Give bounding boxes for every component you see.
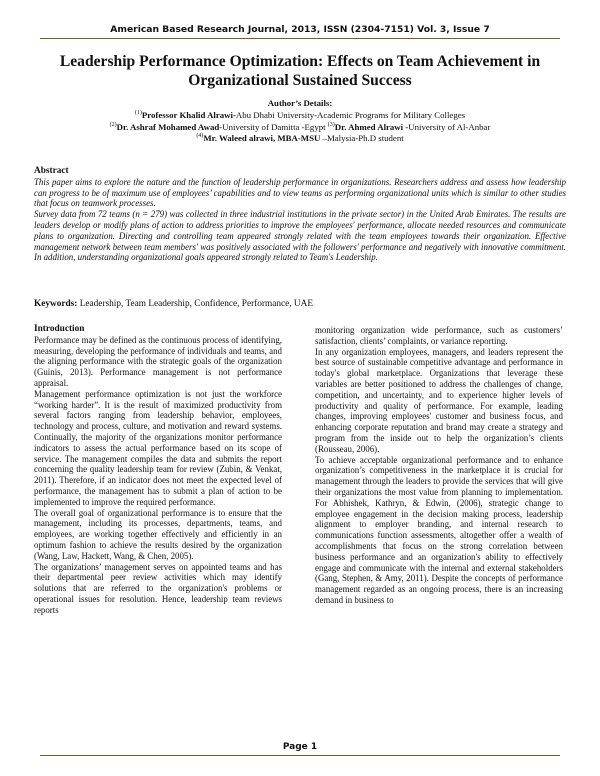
body-paragraph: Performance may be defined as the continuous process of identifying, measuring, developing the performance of individuals and teams, and the aligning performance with the strategic goals of the organization (Guinis, 2013). Performance management is not performance appraisal. bbox=[34, 334, 282, 388]
body-paragraph: Management performance optimization is not just the workforce “working harder”. It is the result of maximized productivity from several factors ranging from leadership behavior, employees, technology and process, culture, and motivation and reward systems. Continually, the majority of the organizations monitor performance indicators to assess the actual performance based on its scope of service. The management compiles the data and submits the report concerning the quality leadership team for review (Zubin, & Venkat, 2011). Therefore, if an indicator does not meet the expected level of performance, the management has to submit a plan of action to be implemented to improve the required performance. bbox=[34, 388, 282, 507]
author-details-label: Author’s Details: bbox=[267, 98, 333, 108]
abstract-heading: Abstract bbox=[34, 166, 69, 176]
author-1-affiliation: Abu Dhabi University-Academic Programs for Military Colleges bbox=[235, 109, 466, 120]
body-paragraph: To achieve acceptable organizational performance and to enhance organization’s competitiveness in the marketplace it is crucial for management through the leaders to provide the services that will give their organizations the most value from planning to implementation. For Abhishek, Kathryn, & Edwin, (2006), strategic change to employee engagement in the decision making process, leadership alignment to employer branding, and internal research to communications function assessments, altogether offer a wealth of accomplishments that focus on the strong correlation between business performance and an organization's ability to effectively engage and communicate with the internal and external stakeholders (Gang, Stephen, & Amy, 2011). Despite the concepts of performance management regarded as an ongoing process, there is an increasing demand in business to bbox=[315, 454, 563, 605]
abstract-paragraph-2: Survey data from 72 teams (n = 279) was collected in three industrial institutions in the private sector) in the United Arab Emirates. The results are leaders develop or modify plans of action to address priorities to improve the employees' performance, allocate needed resources and communicate plans to organization. Directing and controlling team appeared strongly related with the team employees towards their organization. Effective management network between team members' was positively associated with the followers' performance and negatively with innovative commitment. In addition, understanding organizational goals appeared strongly related to Team's Leadership. bbox=[34, 209, 566, 263]
author-4-mark: (4) bbox=[196, 133, 204, 140]
body-paragraph: The organizations’ management serves on appointed teams and has their departmental peer review activities which may identify solutions that are referred to the organization's problems or operational issues for resolution. Hence, leadership team reviews reports bbox=[34, 561, 282, 615]
author-2-affiliation: University of Damitta -Egypt bbox=[222, 121, 328, 132]
body-paragraph: monitoring organization wide performance, such as customers’ satisfaction, clients’ complaints, or variance reporting. bbox=[315, 325, 563, 346]
author-line-3 bbox=[30, 133, 570, 145]
footer-rule bbox=[40, 755, 560, 756]
body-column-right bbox=[315, 325, 563, 606]
body-paragraph: In any organization employees, managers, and leaders represent the best source of sustainable competitive advantage and performance in today's global marketplace. Organizations that leverage these variables are better positioned to address the challenges of change, competition, and uncertainty, and to experience higher levels of productivity and quality of performance. For example, leading changes, improving employees' customer and business focus, and enhancing corporate reputation and brand may create a strategy and program from the inside out to help the organization’s clients (Rousseau, 2006). bbox=[315, 346, 563, 454]
author-2-name: Dr. Ashraf Mohamed Awad- bbox=[116, 121, 223, 132]
author-1-mark: (1) bbox=[134, 109, 142, 116]
author-3-mark: (3) bbox=[327, 121, 335, 128]
keywords-text: Leadership, Team Leadership, Confidence, Performance, UAE bbox=[79, 299, 314, 309]
keywords-label: Keywords: bbox=[34, 299, 80, 309]
keywords-line bbox=[34, 299, 566, 309]
author-1-name: Professor Khalid Alrawi- bbox=[141, 109, 236, 120]
header-rule bbox=[40, 38, 560, 39]
abstract-section bbox=[34, 166, 566, 263]
introduction-heading: Introduction bbox=[34, 324, 85, 334]
page-number: Page 1 bbox=[282, 742, 318, 752]
author-line-1 bbox=[30, 110, 570, 122]
author-2-mark: (2) bbox=[109, 121, 117, 128]
body-column-left bbox=[34, 324, 282, 616]
paper-title: Leadership Performance Optimization: Effects on Team Achievement in Organizational Sustained Success bbox=[59, 53, 541, 89]
author-4-name: Mr. Waleed alrawi, MBA-MSU bbox=[203, 133, 321, 144]
author-4-affiliation: –Malysia-Ph.D student bbox=[320, 133, 404, 144]
author-line-2 bbox=[30, 122, 570, 134]
author-3-affiliation: University of Al-Anbar bbox=[408, 121, 491, 132]
journal-header: American Based Research Journal, 2013, ISSN (2304-7151) Vol. 3, Issue 7 bbox=[110, 24, 490, 35]
body-paragraph: The overall goal of organizational performance is to ensure that the management, including its processes, departments, teams, and employees, are working together effectively and efficiently in an optimum fashion to achieve the results desired by the organization (Wang, Law, Hackett, Wang, & Chen, 2005). bbox=[34, 507, 282, 561]
author-3-name: Dr. Ahmed Alrawi - bbox=[334, 121, 409, 132]
author-details bbox=[30, 98, 570, 145]
abstract-paragraph-1: This paper aims to explore the nature and the function of leadership performance in organizations. Researchers address and assess how leadership can progress to be of maximum use of employees’ capabilities and to view teams as performing organizational units which is similar to other studies that focus on teamwork processes. bbox=[34, 176, 566, 209]
